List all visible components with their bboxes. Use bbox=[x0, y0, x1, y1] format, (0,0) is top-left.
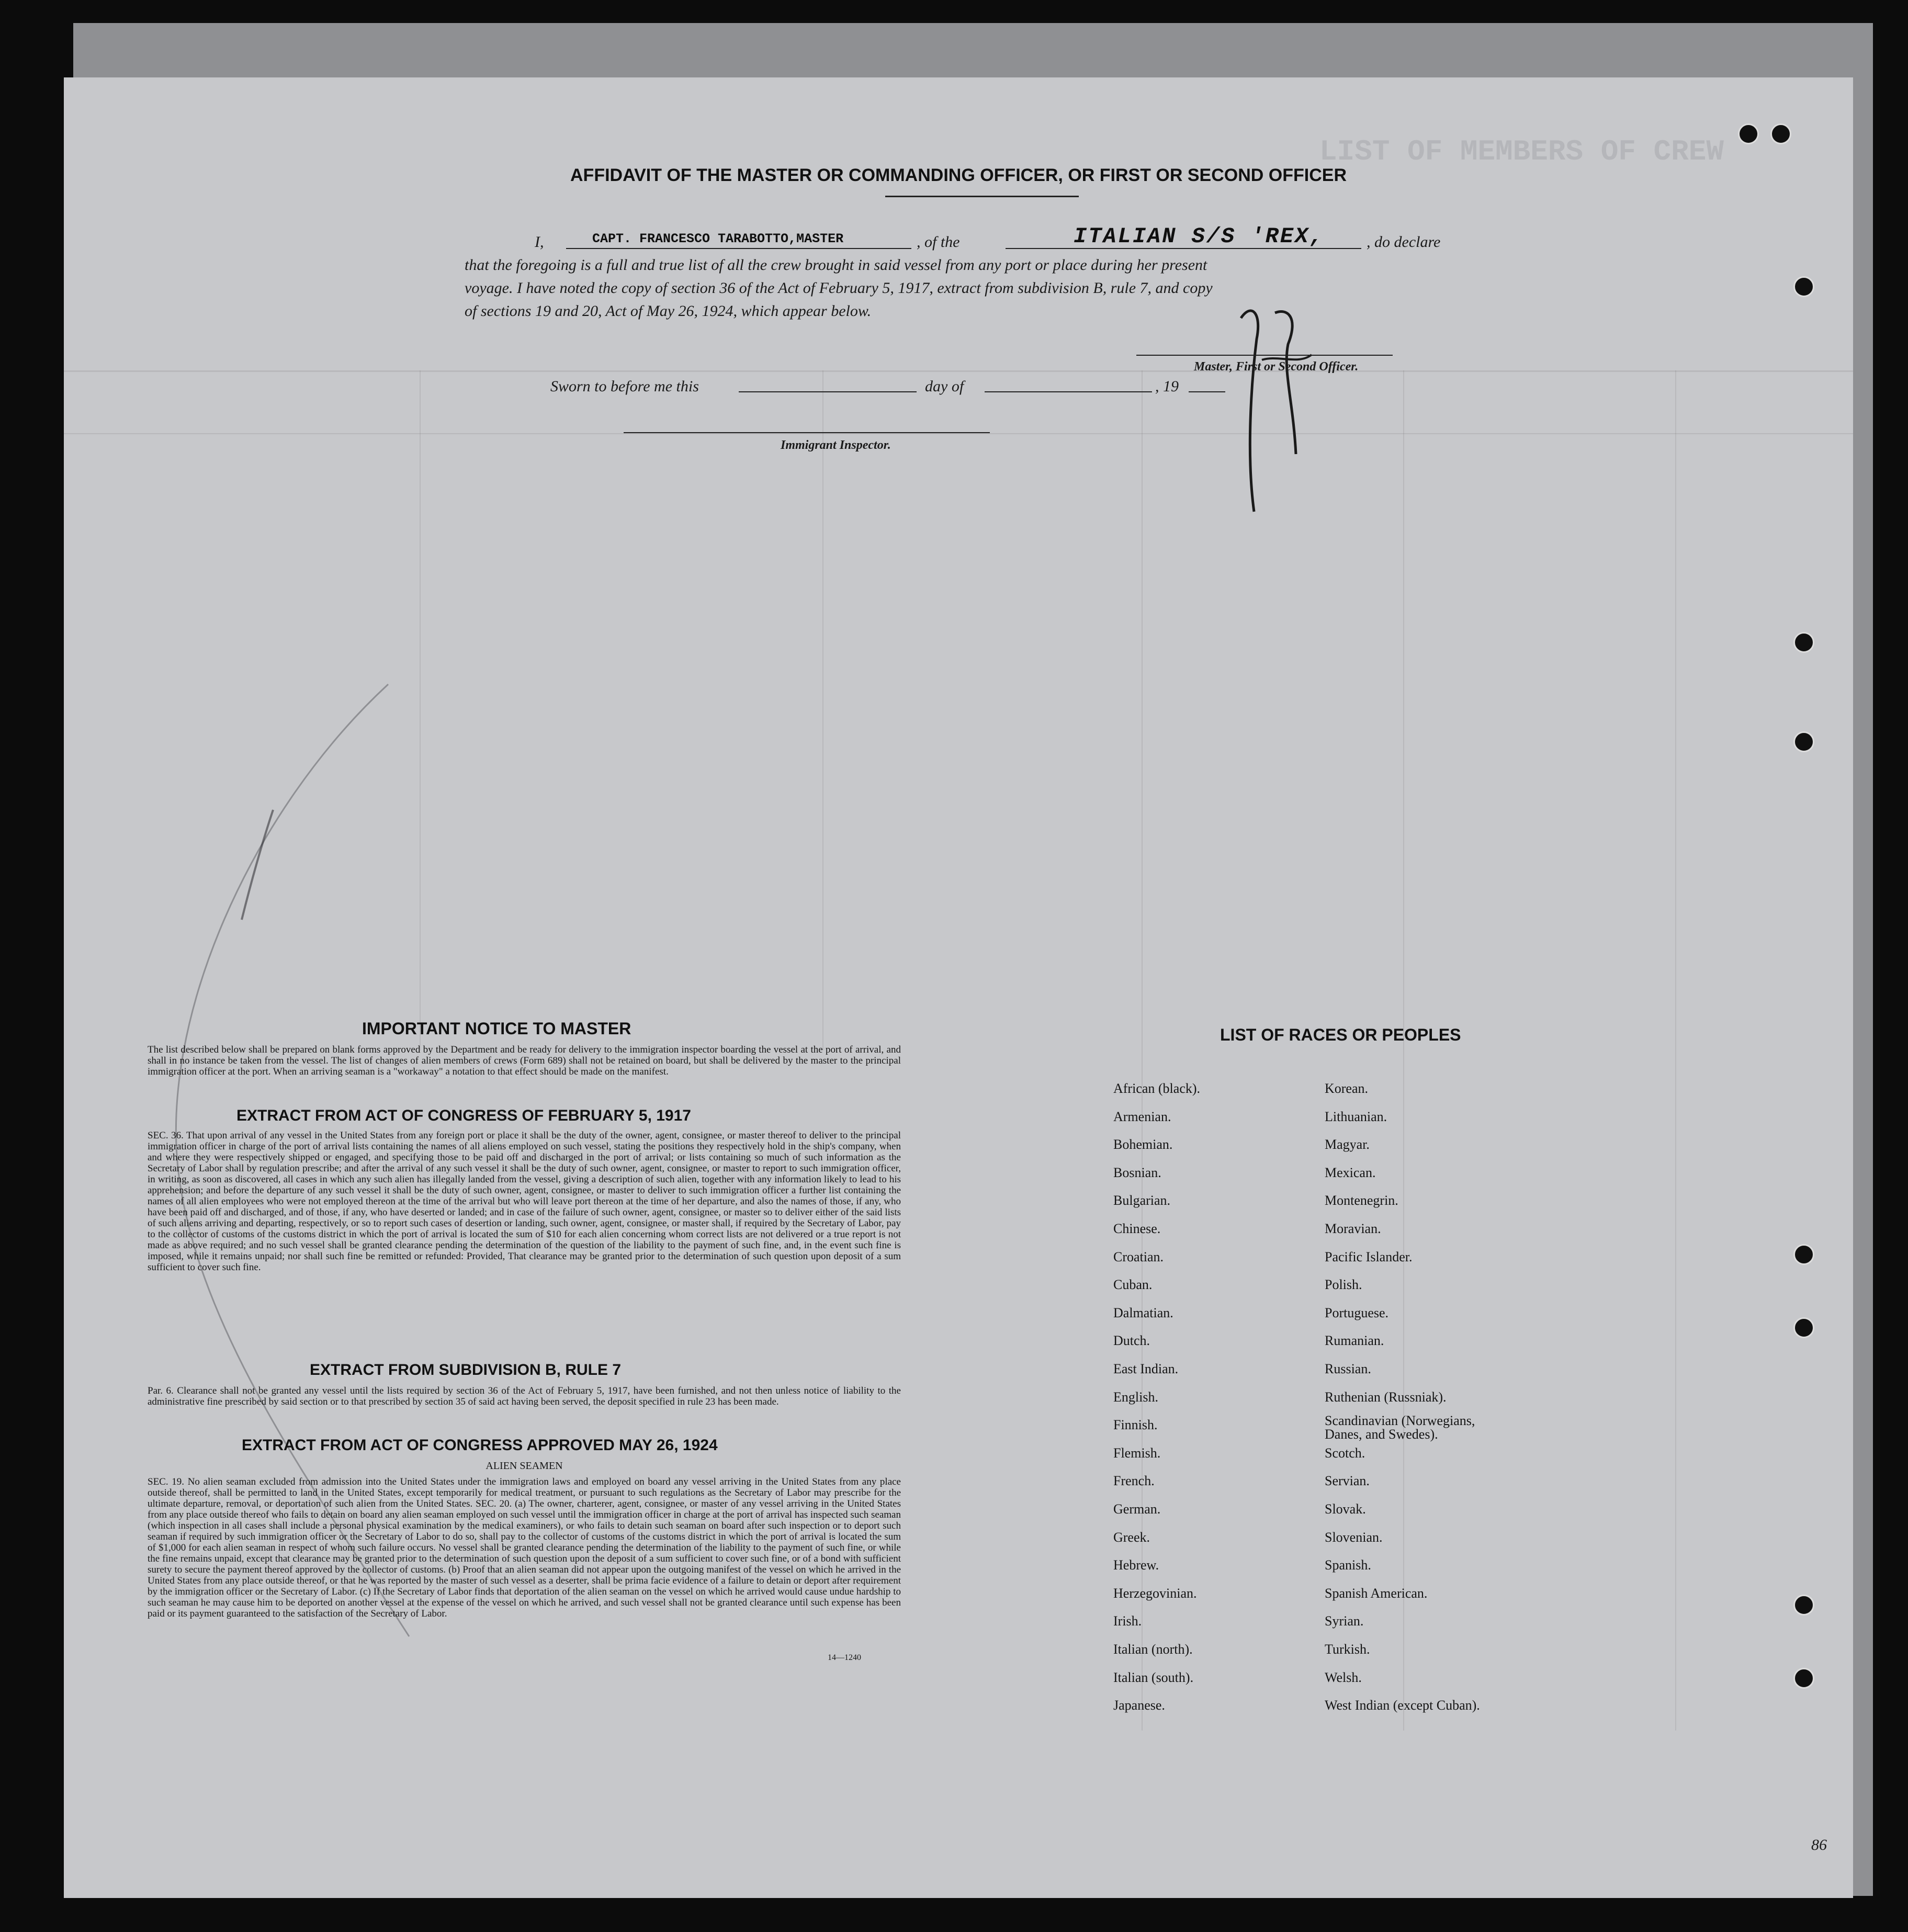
vessel-field[interactable]: ITALIAN S/S 'REX, bbox=[1074, 224, 1325, 249]
punch-hole bbox=[1793, 1595, 1814, 1615]
race-item: Dalmatian. bbox=[1113, 1305, 1173, 1320]
race-item: Welsh. bbox=[1325, 1669, 1362, 1685]
race-item: Ruthenian (Russniak). bbox=[1325, 1389, 1447, 1405]
subdivision-title: EXTRACT FROM SUBDIVISION B, RULE 7 bbox=[310, 1361, 622, 1379]
extract-1924-title: EXTRACT FROM ACT OF CONGRESS APPROVED MAY 26, 1924 bbox=[242, 1437, 718, 1454]
notice-body: The list described below shall be prepared on blank forms approved by the Department and be ready for delivery to the immigration inspector boarding the vessel at the port of arrival, and shall in no instance be taken from the vessel. The list of changes of alien members of crews (Form 689) shall not be retained on board, but shall be delivered by the master to the principal immigration officer at the port. When an arriving seaman is a "workaway" a notation to that effect should be made on the manifest. bbox=[148, 1044, 901, 1077]
race-item: Armenian. bbox=[1113, 1109, 1171, 1124]
ghost-rule bbox=[64, 433, 1853, 434]
manifest-page bbox=[64, 77, 1853, 1898]
race-item: Servian. bbox=[1325, 1473, 1370, 1489]
race-item: Bulgarian. bbox=[1113, 1193, 1171, 1208]
race-item: French. bbox=[1113, 1473, 1155, 1489]
race-item: Russian. bbox=[1325, 1361, 1371, 1376]
extract-1924-body: SEC. 19. No alien seaman excluded from admission into the United States under the immigration laws and employed on board any vessel arriving in the United States from any place outside thereof, shall be permitted to land in the United States, except temporarily for medical treatment, or pursuant to such regulations as the Secretary of Labor may prescribe for the ultimate departure, removal, or deportation of such alien from the United States. SEC. 20. (a) The owner, charterer, agent, consignee, or master of any vessel arriving in the United States from any place outside thereof who fails to detain on board any alien seaman employed on such vessel until the immigration officer in charge at the port of arrival has inspected such seaman (which inspection in all cases shall include a personal physical examination by the medical examiners), or who fails to detain such seaman on board after such inspection or to deport such seaman if required by such immigration officer or the Secretary of Labor to do so, shall pay to the collector of customs of the customs district in which the port of arrival is located the sum of $1,000 for each alien seaman in respect of whom such failure occurs. No vessel shall be granted clearance pending the determination of the liability to the payment of such fine, or while the fine remains unpaid, except that clearance may be granted prior to the determination of such question upon the deposit of a sum sufficient to cover such fine, or of a bond with sufficient surety to secure the payment thereof approved by the collector of customs. (b) Proof that an alien seaman did not appear upon the outgoing manifest of the vessel on which he arrived in the United States from any place outside thereof, or that he was reported by the master of such vessel as a deserter, shall be prima facie evidence of a failure to detain or deport after requirement by the immigration officer or the Secretary of Labor. (c) If the Secretary of Labor finds that deportation of the alien seaman on the vessel on which he arrived would cause undue hardship to such seaman he may cause him to be deported on another vessel at the expense of the vessel on which he arrived, and such vessel shall not be granted clearance until such expense has been paid or its payment guaranteed to the satisfaction of the Secretary of Labor. bbox=[148, 1476, 901, 1619]
race-item: Italian (north). bbox=[1113, 1642, 1193, 1657]
race-item: Croatian. bbox=[1113, 1249, 1164, 1264]
inspector-line bbox=[624, 432, 990, 433]
signature-caption: Master, First or Second Officer. bbox=[1194, 360, 1359, 374]
declare-label: , do declare bbox=[1367, 233, 1441, 251]
race-item: Slovak. bbox=[1325, 1501, 1366, 1517]
race-item: Spanish American. bbox=[1325, 1585, 1428, 1601]
race-item: Finnish. bbox=[1113, 1417, 1158, 1433]
race-item: East Indian. bbox=[1113, 1361, 1179, 1376]
punch-hole bbox=[1793, 1244, 1814, 1265]
punch-hole bbox=[1793, 1317, 1814, 1338]
race-item: Moravian. bbox=[1325, 1221, 1381, 1236]
signature-line bbox=[1136, 355, 1393, 356]
race-item: Scotch. bbox=[1325, 1445, 1365, 1461]
race-item: Cuban. bbox=[1113, 1277, 1153, 1293]
race-item: Bosnian. bbox=[1113, 1165, 1161, 1180]
race-item: Mexican. bbox=[1325, 1165, 1376, 1180]
affidavit-title: AFFIDAVIT OF THE MASTER OR COMMANDING OFFICER, OR FIRST OR SECOND OFFICER bbox=[570, 165, 1347, 185]
race-item: West Indian (except Cuban). bbox=[1325, 1698, 1480, 1713]
race-item: African (black). bbox=[1113, 1081, 1201, 1096]
ghost-rule bbox=[64, 370, 1853, 372]
race-item: Korean. bbox=[1325, 1081, 1369, 1096]
master-name-field[interactable]: CAPT. FRANCESCO TARABOTTO,MASTER bbox=[592, 231, 844, 246]
punch-hole bbox=[1793, 731, 1814, 752]
ghost-rule bbox=[1675, 370, 1676, 1731]
race-item: Irish. bbox=[1113, 1613, 1142, 1629]
race-item: Bohemian. bbox=[1113, 1137, 1173, 1153]
punch-hole bbox=[1793, 632, 1814, 653]
ghost-heading: LIST OF MEMBERS OF CREW bbox=[1319, 135, 1724, 168]
race-item: English. bbox=[1113, 1389, 1158, 1405]
month-line bbox=[985, 391, 1152, 392]
affidavit-line-2: that the foregoing is a full and true list of all the crew brought in said vessel from any port or place during her present bbox=[465, 256, 1207, 274]
punch-hole bbox=[1793, 276, 1814, 297]
extract-1917-body: SEC. 36. That upon arrival of any vessel in the United States from any foreign port or place it shall be the duty of the owner, agent, consignee, or master thereof to deliver to the principal immigration officer in charge of the port of arrival lists containing the names of all aliens employed on such vessel, stating the positions they respectively hold in the ship's company, when and where they were respectively shipped or engaged, and specifying those to be paid off and discharged in the port of arrival; or lists containing so much of such information as the Secretary of Labor shall by regulation prescribe; and after the arrival of any such vessel it shall be the duty of such owner, agent, consignee, or master to report to such immigration officer, in writing, as soon as discovered, all cases in which any such alien has illegally landed from the vessel, giving a description of such alien, together with any information likely to lead to his apprehension; and before the departure of any such vessel it shall be the duty of such owner, agent, consignee, or master to deliver to such immigration officer a further list containing the names of all alien employees who were not employed thereon at the time of the arrival but who will leave port thereon at the time of her departure, and also the names of those, if any, who have been paid off and discharged, and of those, if any, who have deserted or landed; and in case of the failure of such owner, agent, consignee, or master so to deliver either of the said lists of such aliens arriving and departing, respectively, or so to report such cases of desertion or landing, such owner, agent, consignee, or master shall, if required by the Secretary of Labor, pay to the collector of customs of the customs district in which the port of arrival is located the sum of $10 for each alien concerning whom correct lists are not delivered or a true report is not made as above required; and no such vessel shall be granted clearance pending the determination of the question of the liability to the payment of such fine, and, in the event such fine is imposed, while it remains unpaid; nor shall such fine be remitted or refunded: Provided, That clearance may be granted prior to the determination of such question upon deposit of a sum sufficient to cover such fine. bbox=[148, 1130, 901, 1273]
ghost-rule bbox=[1142, 370, 1143, 1731]
race-item: Hebrew. bbox=[1113, 1557, 1159, 1573]
race-item: Slovenian. bbox=[1325, 1529, 1383, 1545]
punch-hole bbox=[1793, 1668, 1814, 1689]
race-item: Spanish. bbox=[1325, 1557, 1371, 1573]
punch-hole bbox=[1738, 123, 1759, 144]
race-item: Lithuanian. bbox=[1325, 1109, 1387, 1124]
race-item: Magyar. bbox=[1325, 1137, 1370, 1153]
race-item: Dutch. bbox=[1113, 1333, 1150, 1349]
race-item: Turkish. bbox=[1325, 1642, 1370, 1657]
ghost-rule bbox=[1403, 370, 1404, 1731]
master-signature bbox=[1225, 297, 1319, 517]
race-item: Polish. bbox=[1325, 1277, 1362, 1293]
extract-1917-title: EXTRACT FROM ACT OF CONGRESS OF FEBRUARY 5, 1917 bbox=[236, 1107, 691, 1124]
form-number: 14—1240 bbox=[828, 1653, 861, 1662]
race-item: Syrian. bbox=[1325, 1613, 1364, 1629]
race-item: Greek. bbox=[1113, 1529, 1150, 1545]
race-item: German. bbox=[1113, 1501, 1161, 1517]
affidavit-line-4: of sections 19 and 20, Act of May 26, 1924, which appear below. bbox=[465, 302, 872, 320]
notice-title: IMPORTANT NOTICE TO MASTER bbox=[362, 1019, 631, 1038]
race-item: Herzegovinian. bbox=[1113, 1585, 1197, 1601]
race-item: Montenegrin. bbox=[1325, 1193, 1398, 1208]
race-item: Chinese. bbox=[1113, 1221, 1161, 1236]
inspector-caption: Immigrant Inspector. bbox=[781, 438, 891, 452]
races-title: LIST OF RACES OR PEOPLES bbox=[1220, 1025, 1461, 1044]
year-label: , 19 bbox=[1155, 378, 1179, 395]
day-of-label: day of bbox=[925, 378, 964, 395]
race-item: Portuguese. bbox=[1325, 1305, 1389, 1320]
ghost-rule bbox=[822, 370, 823, 1050]
affidavit-line-3: voyage. I have noted the copy of section 36 of the Act of February 5, 1917, extract from subdivision B, rule 7, and copy bbox=[465, 279, 1213, 297]
race-item: Italian (south). bbox=[1113, 1669, 1194, 1685]
race-item: Japanese. bbox=[1113, 1698, 1165, 1713]
sworn-label: Sworn to before me this bbox=[550, 378, 699, 395]
year-line bbox=[1189, 391, 1225, 392]
race-item: Rumanian. bbox=[1325, 1333, 1384, 1349]
subdivision-body: Par. 6. Clearance shall not be granted any vessel until the lists required by section 36 of the Act of February 5, 1917, have been furnished, and not then unless notice of liability to the administrative fine prescribed by said section or to that prescribed by section 35 of said act having been served, the deposit specified in rule 23 has been made. bbox=[148, 1385, 901, 1407]
affiant-label: I, bbox=[535, 233, 544, 251]
race-item: Flemish. bbox=[1113, 1445, 1161, 1461]
extract-1924-subtitle: ALIEN SEAMEN bbox=[486, 1460, 563, 1472]
of-the-label: , of the bbox=[917, 233, 960, 251]
race-item: Scandinavian (Norwegians, Danes, and Swedes). bbox=[1325, 1413, 1475, 1442]
master-name-line bbox=[566, 248, 911, 249]
title-rule bbox=[885, 196, 1079, 197]
sworn-day-line bbox=[739, 391, 917, 392]
corner-mark: 86 bbox=[1811, 1836, 1827, 1854]
race-item: Pacific Islander. bbox=[1325, 1249, 1413, 1264]
punch-hole bbox=[1770, 123, 1791, 144]
